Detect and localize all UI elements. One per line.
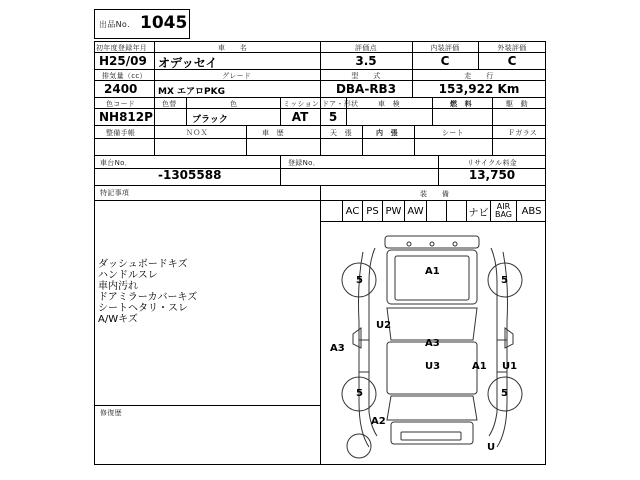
- first-registration: H25/09: [99, 54, 147, 68]
- mission: AT: [291, 110, 309, 124]
- note-line: シートヘタリ・スレ: [98, 303, 188, 314]
- seat-label: シート: [442, 129, 464, 137]
- year-label: 初年度登録年月: [96, 44, 148, 52]
- color-change-label: 色替: [162, 100, 177, 108]
- equip-pw: PW: [382, 201, 404, 221]
- damage-mark: U2: [376, 320, 392, 331]
- doors: 5: [328, 110, 338, 124]
- color: ブラック: [192, 115, 228, 125]
- color-code-label: 色コード: [106, 100, 136, 108]
- interior-grade: C: [440, 54, 450, 68]
- damage-mark: U: [487, 442, 496, 453]
- interior-grade-label: 内装評価: [430, 44, 460, 52]
- notes-label: 特記事項: [100, 189, 130, 197]
- color-label: 色: [230, 100, 238, 108]
- color-code: NH812P: [99, 110, 153, 124]
- note-line: ドアミラーカバーキズ: [98, 292, 198, 303]
- equip-aw: AW: [404, 201, 426, 221]
- note-line: ハンドルスレ: [98, 270, 158, 281]
- mileage: 153,922 Km: [438, 82, 520, 96]
- nox-label: ＮＯＸ: [186, 129, 208, 137]
- manual-label: 整備手帳: [106, 129, 136, 137]
- history-label: 車 歴: [262, 129, 284, 137]
- equip-ps: PS: [362, 201, 382, 221]
- displacement: 2400: [104, 82, 138, 96]
- car-name-label: 車 名: [218, 44, 248, 52]
- door-label: ドア・形状: [322, 100, 359, 108]
- repair-history-label: 修復歴: [100, 409, 122, 417]
- tyre-depth: 5: [501, 275, 508, 286]
- damage-mark: U1: [502, 361, 518, 372]
- grade: MX エアロPKG: [158, 87, 225, 97]
- lot-number: 1045: [140, 13, 188, 33]
- chassis-label: 車台No．: [100, 159, 133, 167]
- equipment-label: 装 備: [420, 190, 450, 198]
- damage-mark: A3: [330, 343, 345, 354]
- grade-label: グレード: [222, 72, 252, 80]
- score-label: 評価点: [355, 44, 377, 52]
- recycle-label: リサイクル料金: [466, 159, 518, 167]
- roof-label: 天 張: [330, 129, 352, 137]
- model-code: DBA-RB3: [335, 82, 397, 96]
- equip-airbag: AIR BAG: [490, 201, 516, 221]
- registration-label: 登録No．: [288, 159, 321, 167]
- equip-navi: ナビ: [466, 201, 490, 221]
- recycle-fee: 13,750: [468, 168, 516, 182]
- drive-label: 駆 動: [506, 100, 528, 108]
- note-line: A/Wキズ: [98, 314, 138, 325]
- mission-label: ミッション: [283, 100, 320, 108]
- mileage-label: 走 行: [464, 72, 494, 80]
- equip-blank-2: [446, 201, 466, 221]
- car-name: オデッセイ: [158, 56, 218, 70]
- damage-mark: A3: [425, 338, 440, 349]
- note-line: ダッシュボードキズ: [98, 259, 188, 270]
- damage-mark: A1: [472, 361, 487, 372]
- fuel-label: 燃 料: [450, 100, 472, 108]
- equip-ac: AC: [342, 201, 362, 221]
- equip-blank-1: [426, 201, 446, 221]
- model-label: 型 式: [351, 72, 381, 80]
- damage-mark: A1: [425, 266, 440, 277]
- exterior-grade-label: 外装評価: [497, 44, 527, 52]
- damage-mark: A2: [371, 416, 386, 427]
- equip-abs: ABS: [516, 201, 546, 221]
- displacement-label: 排気量（cc）: [102, 72, 147, 80]
- exterior-grade: C: [507, 54, 517, 68]
- note-line: 車内汚れ: [98, 281, 138, 292]
- inspection-label: 車 検: [378, 100, 400, 108]
- interior-lining-label: 内 張: [376, 129, 398, 137]
- notes-list: [98, 259, 197, 325]
- lot-number-label: 出品No．: [99, 20, 136, 29]
- chassis-number: -1305588: [158, 168, 222, 182]
- glass-label: Ｆガラス: [508, 129, 537, 137]
- tyre-depth: 5: [356, 275, 363, 286]
- damage-mark: U3: [425, 361, 441, 372]
- tyre-depth: 5: [501, 388, 508, 399]
- tyre-depth: 5: [356, 388, 363, 399]
- score-value: 3.5: [355, 54, 377, 68]
